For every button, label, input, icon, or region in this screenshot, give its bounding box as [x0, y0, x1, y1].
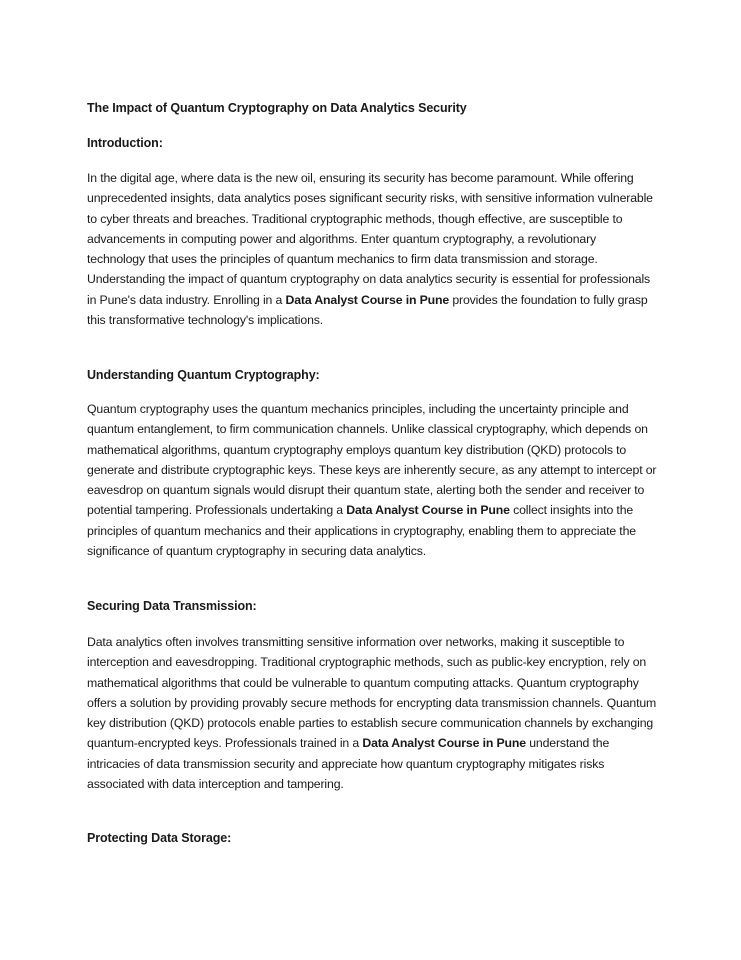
course-name-emphasis: Data Analyst Course in Pune	[346, 503, 510, 518]
section-paragraph-securing-data-transmission	[87, 632, 657, 794]
paragraph-text: collect insights into the principles of quantum mechanics and their applications in cryptography, enabling them to appreciate the significance of quantum cryptography in securing data analytics.	[87, 503, 636, 559]
paragraph-text: In the digital age, where data is the new oil, ensuring its security has become paramount. While offering unprecedented insights, data analytics poses significant security risks, with sensitive information vulnerable to cyber threats and breaches. Traditional cryptographic methods, though effective, are susceptible to advancements in computing power and algorithms. Enter quantum cryptography, a revolutionary technology that uses the principles of quantum mechanics to firm data transmission and storage. Understanding the impact of quantum cryptography on data analytics security is essential for professionals in Pune's data industry. Enrolling in a	[87, 171, 653, 307]
section-heading-securing-data-transmission: Securing Data Transmission:	[87, 599, 257, 613]
course-name-emphasis: Data Analyst Course in Pune	[285, 292, 450, 307]
paragraph-text: provides the foundation to fully grasp this transformative technology's implications.	[87, 292, 648, 328]
section-paragraph-understanding-quantum-cryptography	[87, 399, 657, 561]
section-heading-introduction: Introduction:	[87, 136, 163, 150]
section-paragraph-introduction	[87, 168, 657, 330]
paragraph-text: Data analytics often involves transmitting sensitive information over networks, making it susceptible to interception and eavesdropping. Traditional cryptographic methods, such as public-key encryption, rely on mathematical algorithms that could be vulnerable to quantum computing attacks. Quantum cryptography offers a solution by providing provably secure methods for encrypting data transmission channels. Quantum key distribution (QKD) protocols enable parties to establish secure communication channels by exchanging quantum-encrypted keys. Professionals trained in a	[87, 635, 657, 751]
document-title: The Impact of Quantum Cryptography on Data Analytics Security	[87, 101, 467, 115]
section-heading-understanding-quantum-cryptography: Understanding Quantum Cryptography:	[87, 368, 320, 382]
section-heading-protecting-data-storage: Protecting Data Storage:	[87, 831, 232, 845]
course-name-emphasis: Data Analyst Course in Pune	[362, 736, 526, 751]
paragraph-text: Quantum cryptography uses the quantum mechanics principles, including the uncertainty principle and quantum entanglement, to firm communication channels. Unlike classical cryptography, which depends on mathematical algorithms, quantum cryptography employs quantum key distribution (QKD) protocols to generate and distribute cryptographic keys. These keys are inherently secure, as any attempt to intercept or eavesdrop on quantum signals would disrupt their quantum state, alerting both the sender and receiver to potential tampering. Professionals undertaking a	[87, 402, 657, 518]
paragraph-text: understand the intricacies of data transmission security and appreciate how quantum cryptography mitigates risks associated with data interception and tampering.	[87, 736, 610, 792]
